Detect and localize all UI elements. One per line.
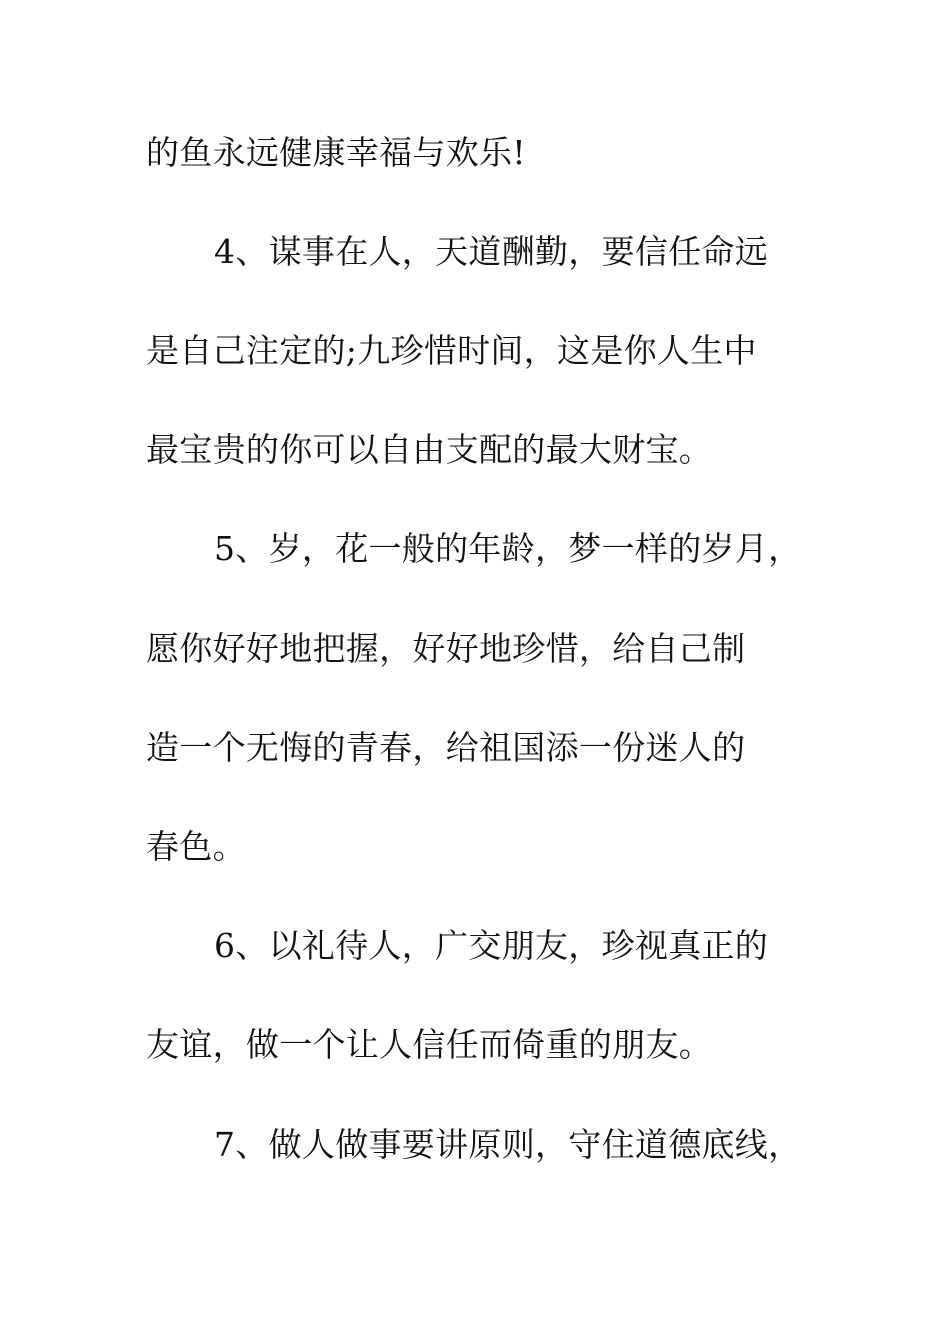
text-line-1: 的鱼永远健康幸福与欢乐! [146,133,526,172]
text-line-7: 造一个无悔的青春，给祖国添一份迷人的 [146,728,746,767]
text-line-6: 愿你好好地把握，好好地珍惜，给自己制 [146,629,746,668]
text-line-9: 6、以礼待人，广交朋友，珍视真正的 [214,926,769,965]
text-line-8: 春色。 [146,827,246,866]
text-line-3: 是自己注定的;九珍惜时间，这是你人生中 [146,331,757,370]
text-line-5: 5、岁，花一般的年龄，梦一样的岁月， [214,529,802,568]
text-line-4: 最宝贵的你可以自由支配的最大财宝。 [146,430,713,469]
text-line-11: 7、做人做事要讲原则，守住道德底线， [214,1125,802,1164]
text-line-10: 友谊，做一个让人信任而倚重的朋友。 [146,1025,713,1064]
text-line-2: 4、谋事在人，天道酬勤，要信任命远 [214,232,769,271]
